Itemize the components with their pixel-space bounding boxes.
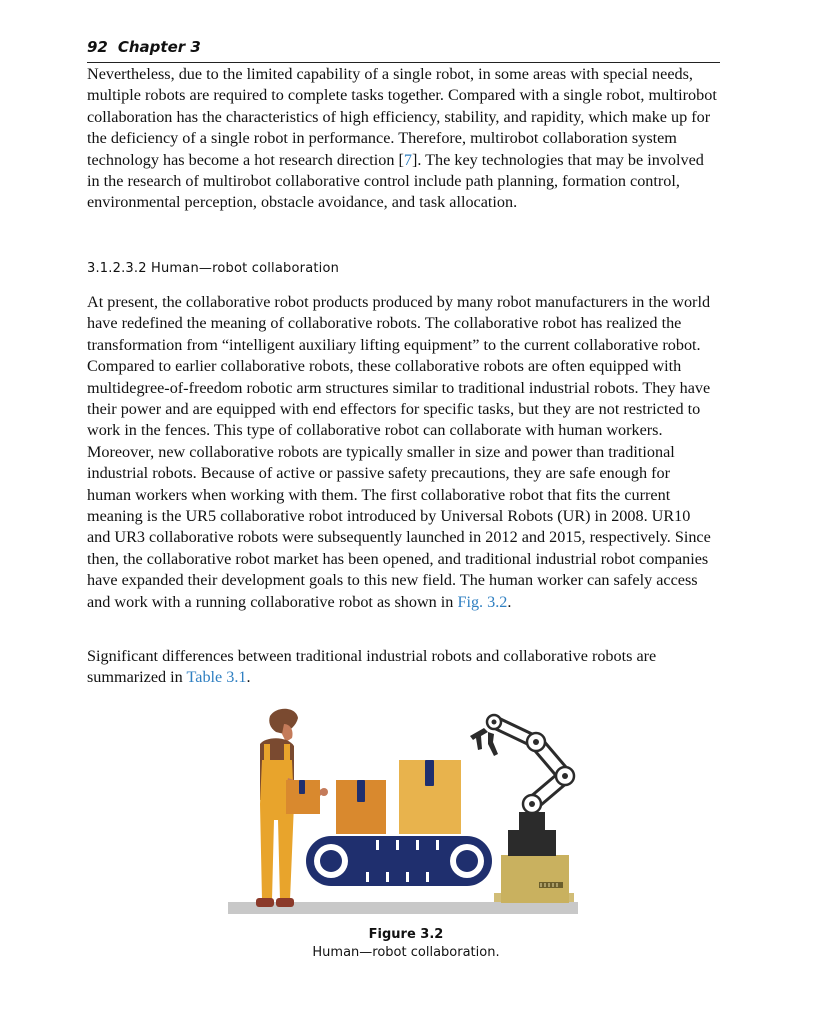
- paragraph-text: ]. The key technologies that may be involved in the research of multirobot collaborative control include path planning, formation control, environmental perception, obstacle avoidance, and task allocation.: [87, 150, 704, 212]
- paragraph-differences: [87, 646, 717, 689]
- figure-caption: [230, 926, 582, 962]
- figure-illustration: [226, 700, 578, 918]
- figure-link[interactable]: Fig. 3.2: [457, 592, 508, 611]
- robot-gripper: [470, 728, 498, 756]
- reference-link[interactable]: 7: [403, 150, 412, 169]
- paragraph-text: At present, the collaborative robot products produced by many robot manufacturers in the world have redefined the meaning of collaborative robots. The collaborative robot has realized the transformation from “intelligent auxiliary lifting equipment” to the current collaborative robot. Compared to earlier collaborative robots, these collaborative robots are often equipped with multidegree-of-freedom robotic arm structures similar to traditional industrial robots. They have their power and are equipped with end effectors for specific tasks, but they are not restricted to work in the fences. This type of collaborative robot can collaborate with human workers. Moreover, new collaborative robots are typically smaller in size and power than traditional industrial robots. Because of active or passive safety precautions, they are safe enough for human workers when working with them. The first collaborative robot that fits the current meaning is the UR5 collaborative robot introduced by Universal Robots (UR) in 2008. UR10 and UR3 collaborative robots were subsequently launched in 2012 and 2015, respectively. Since then, the collaborative robot market has been opened, and traditional industrial robot companies have expanded their development goals to this new field. The human worker can safely access and work with a running collaborative robot as shown in: [87, 293, 711, 611]
- paragraph-text: Nevertheless, due to the limited capability of a single robot, in some areas with special needs, multiple robots are required to complete tasks together. Compared with a single robot, multirobot collaboration has the characteristics of high efficiency, stability, and rapidity, which make up for the deficiency of a single robot in performance. Therefore, multirobot collaboration system technology has become a hot research direction [: [87, 65, 717, 169]
- figure-label: Figure 3.2: [368, 927, 444, 942]
- paragraph-text: Significant differences between traditional industrial robots and collaborative robots are summarized in: [87, 647, 657, 687]
- paragraph-multirobot: [87, 64, 717, 214]
- section-heading: 3.1.2.3.2 Human—robot collaboration: [87, 261, 340, 276]
- page-number: 92: [87, 38, 108, 56]
- robot-mount: [508, 812, 556, 856]
- robot-base: [494, 855, 574, 903]
- conveyor-belt: [306, 836, 492, 886]
- box-large: [399, 760, 461, 834]
- chapter-title: Chapter 3: [117, 38, 201, 56]
- paragraph-human-robot: [87, 292, 717, 613]
- running-head: [87, 38, 720, 63]
- table-link[interactable]: Table 3.1: [186, 668, 247, 687]
- paragraph-text: .: [507, 592, 512, 611]
- box-small: [336, 780, 386, 834]
- paragraph-text: .: [246, 668, 251, 687]
- robot-arm: [487, 715, 574, 813]
- figure-caption-text: Human—robot collaboration.: [312, 945, 500, 960]
